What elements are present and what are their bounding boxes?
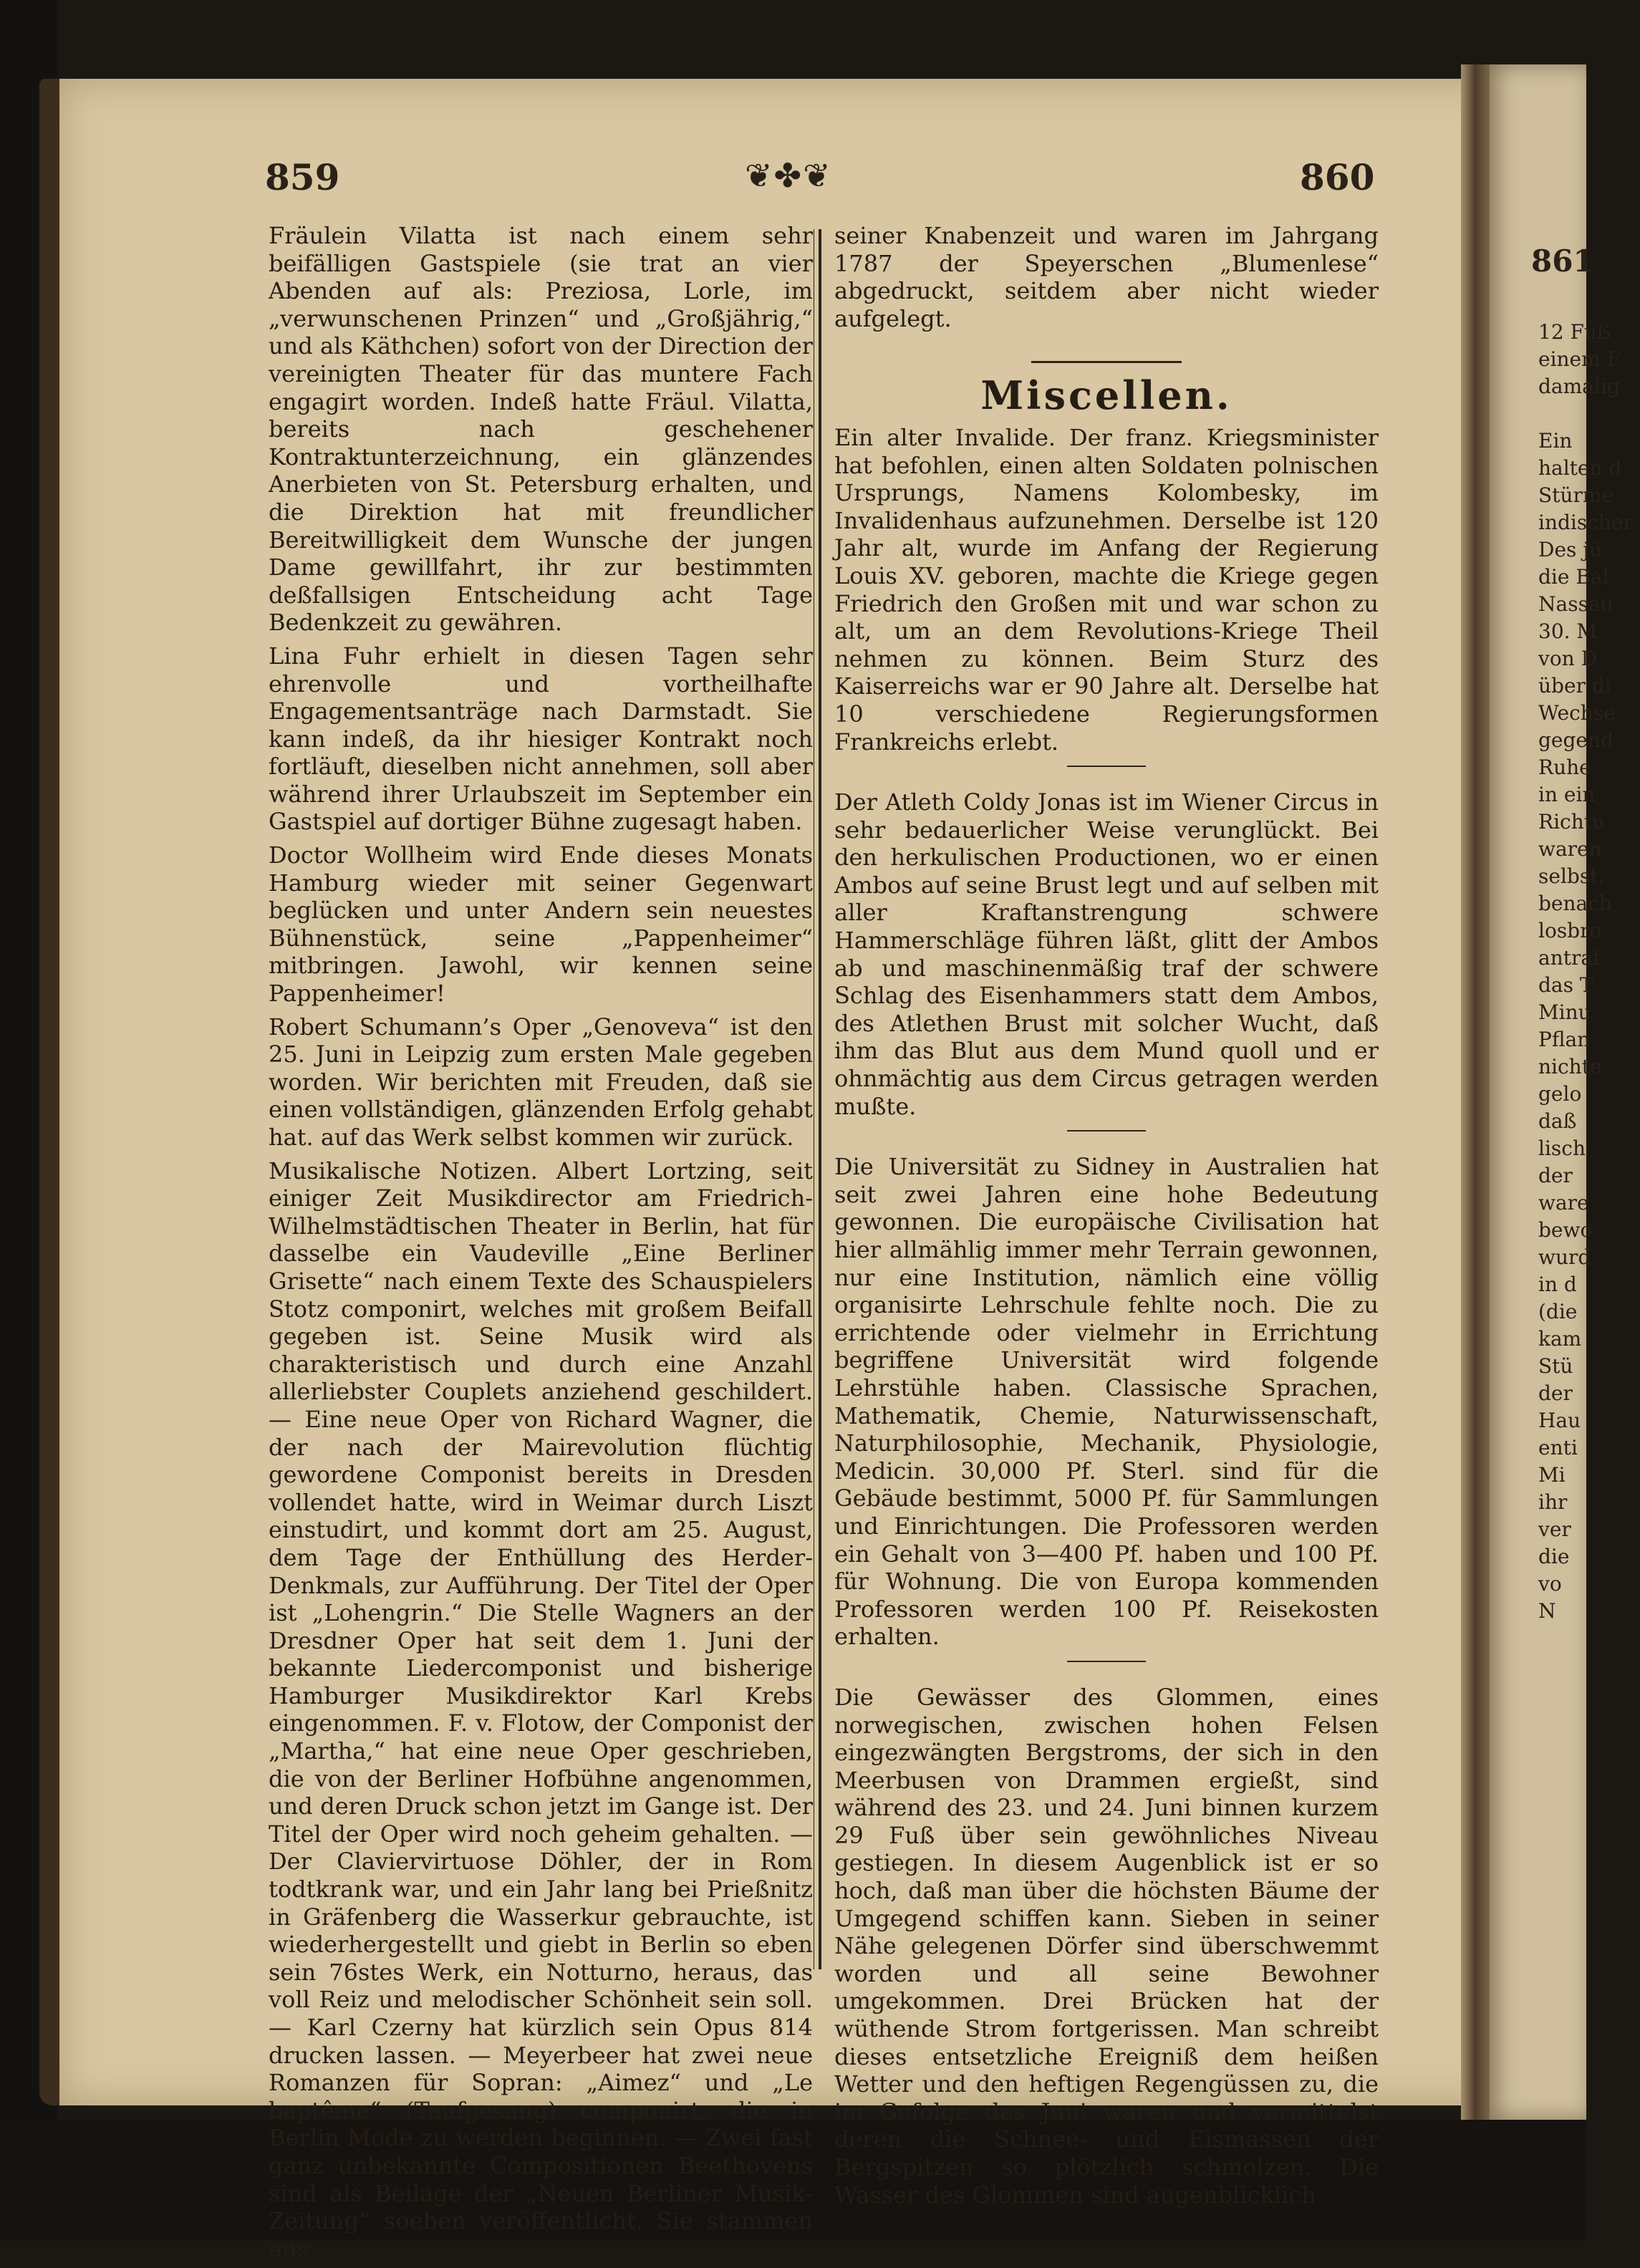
page-number-left: 859 [265,156,340,198]
article-wollheim: Doctor Wollheim wird Ende dieses Monats Hamburg wieder mit seiner Gegenwart beglücken und unter Andern sein neuestes Bühnenstück, seine „Pappenheimer“ mitbringen. Jawohl, wir kennen seine Pappenheimer! [269,841,813,1008]
left-column [269,222,813,2268]
right-column [834,222,1379,2214]
next-page-fragment: Stü [1538,1354,1573,1378]
next-page-fragment: Minu [1538,1000,1591,1024]
next-page-fragment: daß [1538,1109,1577,1133]
next-page-fragment: Wechse [1538,701,1616,725]
section-heading: Miscellen. [980,372,1233,419]
next-page-fragment: Mi [1538,1463,1566,1487]
continuation-text: seiner Knabenzeit und waren im Jahrgang 1787 der Speyerschen „Blumenlese“ abgedruckt, seitdem aber nicht wieder aufgelegt. [834,222,1379,332]
article-invalide: Ein alter Invalide. Der franz. Kriegsminister hat befohlen, einen alten Soldaten polnischen Ursprungs, Namens Kolombesky, im Invalidenhaus aufzunehmen. Derselbe ist 120 Jahr alt, wurde im Anfang der Regierung Louis XV. geboren, machte die Kriege gegen Friedrich den Großen mit und war schon zu alt, um an dem Revolutions-Kriege Theil nehmen zu können. Beim Sturz des Kaiserreichs war er 90 Jahre alt. Derselbe hat 10 verschiedene Regierungsformen Frankreichs erlebt. [834,423,1379,756]
next-page-fragment: vo [1538,1572,1562,1596]
next-page-fragment: Des jü [1538,538,1603,561]
next-page-fragment: wurd [1538,1245,1591,1269]
next-page-fragment: über di [1538,674,1611,698]
next-page-fragment: bewo [1538,1218,1593,1242]
article-vilatta: Fräulein Vilatta ist nach einem sehr beifälligen Gastspiele (sie trat an vier Abenden auf als: Preziosa, Lorle, im „verwunschenen Prinzen“ und „Großjährig,“ und als Käthchen) sofort von der Direction der vereinigten Theater für das muntere Fach engagirt worden. Indeß hatte Fräul. Vilatta, bereits nach geschehener Kontraktunterzeichnung, ein glänzendes Anerbieten von St. Petersburg erhalten, und die Direktion hat mit freundlicher Bereitwilligkeit dem Wunsche der jungen Dame gewillfahrt, ihr zur bestimmten deßfallsigen Entscheidung acht Tage Bedenkzeit zu gewähren. [269,222,813,637]
next-page-fragment: von D [1538,647,1598,670]
next-page-fragment [1525,400,1640,428]
next-page-fragment: Nassau [1538,592,1614,616]
next-page-fragment: das T [1538,973,1593,997]
next-page-fragment: Richtu [1538,810,1606,834]
next-page-fragment: Stürme [1538,483,1614,507]
next-page-fragment: der [1538,1164,1573,1187]
next-page-fragment: losbro [1538,919,1602,942]
next-page-fragment: der [1538,1381,1573,1405]
next-page-fragment: die Bal [1538,565,1609,589]
article-glommen: Die Gewässer des Glommen, eines norwegischen, zwischen hohen Felsen eingezwängten Bergstroms, der sich in den Meerbusen von Drammen ergießt, sind während des 23. und 24. Juni binnen kurzem 29 Fuß über sein gewöhnliches Niveau gestiegen. In diesem Augenblick ist er so hoch, daß man über die höchsten Bäume der Umgegend schiffen kann. Sieben in seiner Nähe gelegenen Dörfer sind überschwemmt worden und all seine Bewohner umgekommen. Drei Brücken hat der wüthende Strom fortgerissen. Man schreibt dieses entsetzliche Ereigniß dem heißen Wetter und den heftigen Regengüssen zu, die im Gefolge des Juni waren und vermittelst deren die Schnee- und Eismassen der Bergspitzen so plötzlich schmolzen. Die Wasser des Glommen sind augenblicklich [834,1683,1379,2209]
article-separator [1067,1130,1146,1131]
next-page-fragment: ver [1538,1517,1571,1541]
next-page-fragment: waren [1538,837,1602,861]
next-page-fragment: die [1538,1545,1570,1568]
next-page-fragment: in d [1538,1273,1577,1296]
next-page-fragment: halten d [1538,456,1622,480]
next-page-fragment: Ein [1538,429,1573,453]
next-page-fragment: einem F [1538,347,1621,371]
next-page-fragment: lisch [1538,1137,1586,1160]
article-separator [1067,766,1146,767]
next-page-number: 861 [1531,243,1594,279]
article-lina-fuhr: Lina Fuhr erhielt in diesen Tagen sehr ehrenvolle und vortheilhafte Engagementsanträge nach Darmstadt. Sie kann indeß, da ihr hiesiger Kontrakt noch fortläuft, dieselben nicht annehmen, soll aber während ihrer Urlaubszeit im September ein Gastspiel auf dortiger Bühne zugesagt haben. [269,642,813,836]
next-page-fragment: enti [1538,1436,1578,1459]
next-page-fragment: (die [1538,1300,1578,1323]
next-page-fragment: selbst, [1538,864,1605,888]
next-page-fragment: kam [1538,1327,1582,1351]
next-page-fragment: N [1538,1599,1556,1623]
next-page-edge [1490,64,1633,2120]
article-schumann: Robert Schumann’s Oper „Genoveva“ ist den 25. Juni in Leipzig zum ersten Male gegeben worden. Wir berichten mit Freuden, daß sie einen vollständigen, glänzenden Erfolg gehabt hat. auf das Werk selbst kommen wir zurück. [269,1013,813,1151]
article-atleth: Der Atleth Coldy Jonas ist im Wiener Circus in sehr bedauerlicher Weise verunglückt. Bei den herkulischen Productionen, wo er einen Ambos auf seine Brust legt und auf selben mit aller Kraftanstrengung schwere Hammerschläge führen läßt, glitt der Ambos ab und maschinenmäßig traf der schwere Schlag des Eisenhammers statt dem Ambos, des Atlethen Brust mit solcher Wucht, daß ihm das Blut aus dem Mund quoll und er ohnmächtig aus dem Circus getragen werden mußte. [834,788,1379,1120]
next-page-fragment: Ruhe [1538,756,1591,779]
next-page-fragment: ihr [1538,1490,1568,1514]
section-rule [1031,361,1182,363]
next-page-fragment: in ein [1538,783,1596,806]
next-page-fragment: antraf [1538,946,1601,970]
next-page-fragment: gegend [1538,728,1614,752]
next-page-fragment: benach [1538,892,1612,915]
next-page-fragment: nichte [1538,1055,1602,1078]
page-number-right: 860 [1300,156,1375,198]
next-page-text [1525,319,1640,1625]
next-page-fragment: indischer [1538,511,1633,534]
next-page-fragment: Pflan [1538,1028,1591,1051]
next-page-fragment: ware [1538,1191,1589,1215]
next-page-fragment: gelo [1538,1082,1582,1106]
next-page-fragment: 12 Fuß [1538,320,1611,344]
article-universitaet: Die Universität zu Sidney in Australien hat seit zwei Jahren eine hohe Bedeutung gewonnen. Die europäische Civilisation hat hier allmählig immer mehr Terrain gewonnen, nur eine Institution, nämlich eine völlig organisirte Lehrschule fehlte noch. Die zu errichtende oder vielmehr in Errichtung begriffene Universität wird folgende Lehrstühle haben. Classische Sprachen, Mathematik, Chemie, Naturwissenschaft, Naturphilosophie, Mechanik, Physiologie, Medicin. 30,000 Pf. Sterl. sind für die Gebäude bestimmt, 5000 Pf. für Sammlungen und Einrichtungen. Die Professoren werden ein Gehalt von 3—400 Pf. haben und 100 Pf. für Wohnung. Die von Europa kommenden Professoren werden 100 Pf. Reisekosten erhalten. [834,1153,1379,1651]
article-separator [1067,1661,1146,1662]
next-page-fragment: 30. M [1538,619,1598,643]
next-page-fragment: Hau [1538,1409,1581,1432]
book-gutter [1461,64,1490,2120]
next-page-fragment: damalig [1538,375,1620,398]
article-musikalische-notizen: Musikalische Notizen. Albert Lortzing, seit einiger Zeit Musikdirector am Friedrich-Wilhelmstädtischen Theater in Berlin, hat für dasselbe ein Vaudeville „Eine Berliner Grisette“ nach einem Texte des Schauspielers Stotz componirt, welches mit großem Beifall gegeben ist. Seine Musik wird als charakteristisch und durch eine Anzahl allerliebster Couplets anziehend geschildert. — Eine neue Oper von Richard Wagner, die der nach der Mairevolution flüchtig gewordene Componist bereits in Dresden vollendet hatte, wird in Weimar durch Liszt einstudirt, und kommt dort am 25. August, dem Tage der Enthüllung des Herder-Denkmals, zur Aufführung. Der Titel der Oper ist „Lohengrin.“ Die Stelle Wagners an der Dresdner Oper hat seit dem 1. Juni der bekannte Liedercomponist und bisherige Hamburger Musikdirektor Karl Krebs eingenommen. F. v. Flotow, der Componist der „Martha,“ hat eine neue Oper geschrieben, die von der Berliner Hofbühne angenommen, und deren Druck schon jetzt im Gange ist. Der Titel der Oper wird noch geheim gehalten. — Der Claviervirtuose Döhler, der in Rom todtkrank war, und ein Jahr lang bei Prießnitz in Gräfenberg die Wasserkur gebrauchte, ist wiederhergestellt und giebt in Berlin so eben sein 76stes Werk, ein Notturno, heraus, das voll Reiz und melodischer Schönheit sein soll. — Karl Czerny hat kürzlich sein Opus 814 drucken lassen. — Meyerbeer hat zwei neue Romanzen für Sopran: „Aimez“ und „Le baptême“ (Taufgesang) componirt, die in Berlin Mode zu werden beginnen. — Zwei fast ganz unbekannte Compositionen Beethovens sind als Beilage der „Neuen Berliner Musik-Zeitung“ soeben veröffentlicht. Sie stammen aus [269,1157,813,2262]
column-divider [819,229,821,1969]
ornament-icon: ❦✤❦ [745,156,832,195]
